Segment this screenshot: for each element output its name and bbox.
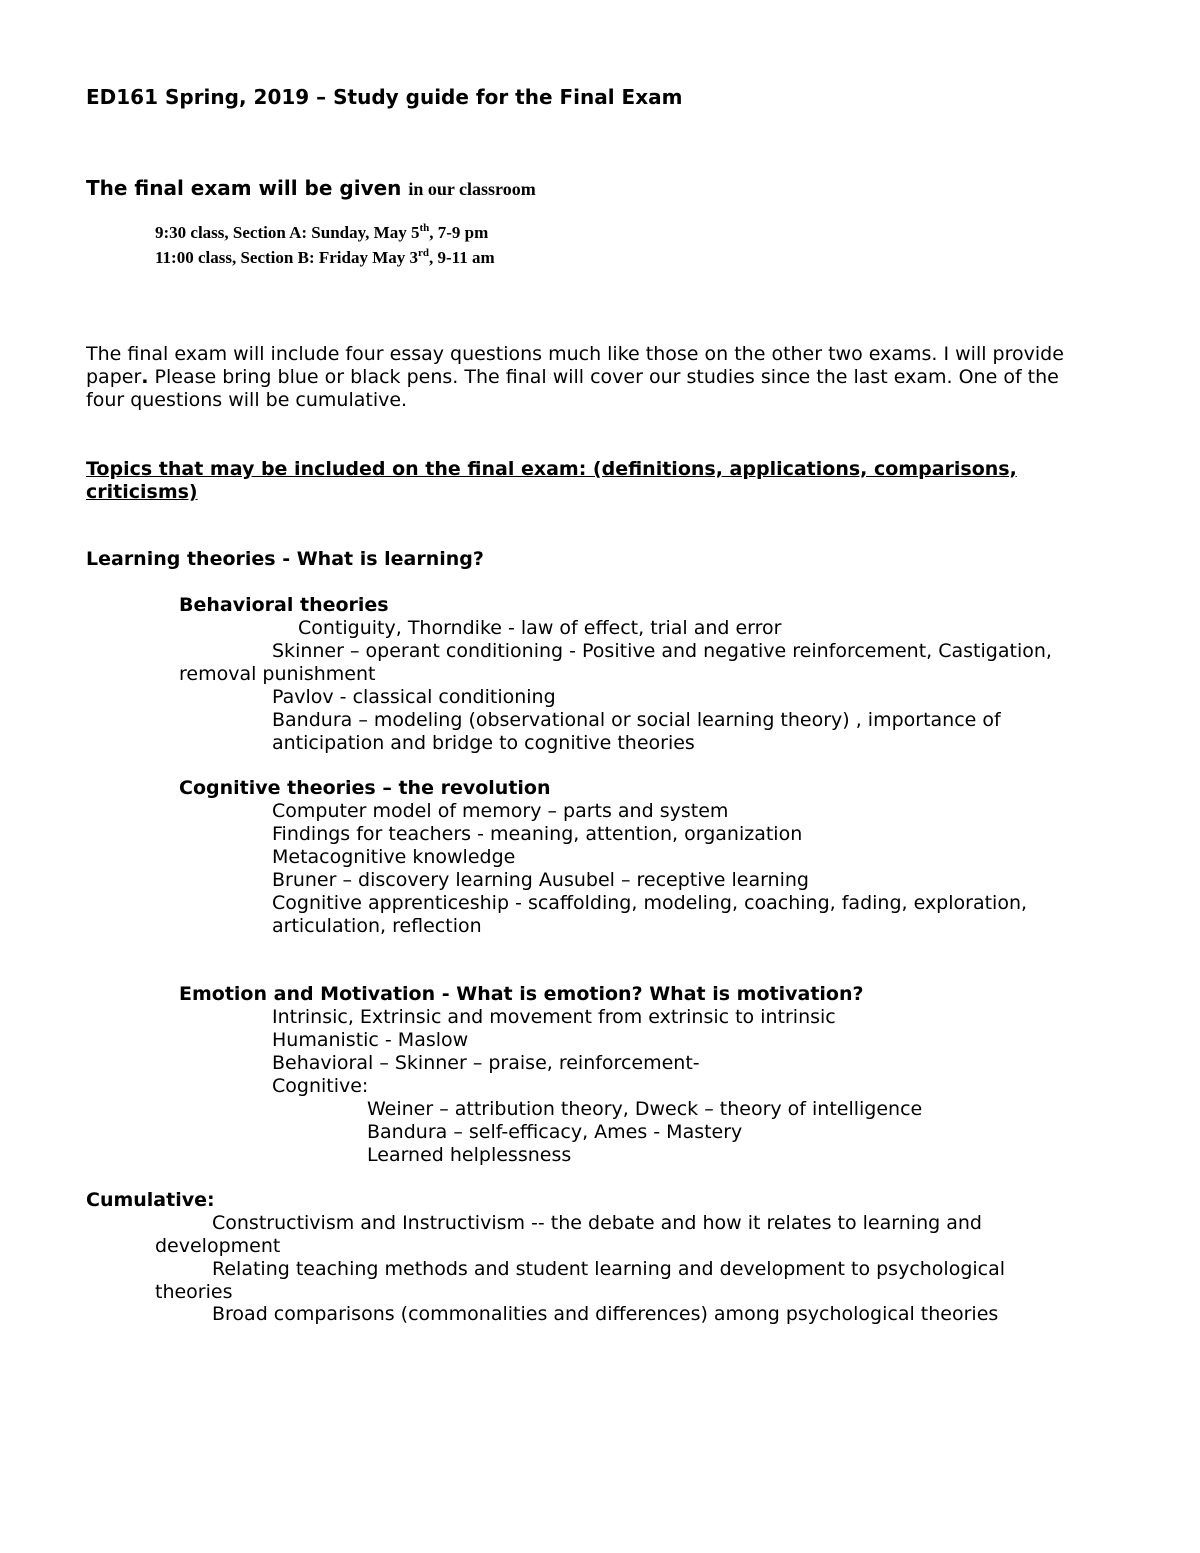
cognitive-line: Metacognitive knowledge [272,846,516,868]
cognitive-line: Bruner – discovery learning Ausubel – receptive learning [272,869,809,891]
schedule-b-sup: rd [418,247,430,259]
cumulative-heading: Cumulative: [86,1189,215,1211]
cognitive-heading: Cognitive theories – the revolution [179,777,551,799]
emotion-cognitive-line: Weiner – attribution theory, Dweck – theory of intelligence [367,1098,923,1120]
behavioral-line: Bandura – modeling (observational or social learning theory) , importance of [272,709,1001,731]
schedule-section-b [155,246,495,269]
topics-heading-line-1: Topics that may be included on the final exam: (definitions, applications, comparisons, [86,458,1017,480]
schedule-a-time: , 7-9 pm [429,223,489,242]
exam-location-lead: The final exam will be given [86,176,409,200]
emotion-heading: Emotion and Motivation - What is emotion? What is motivation? [179,983,864,1005]
cognitive-line: Findings for teachers - meaning, attention, organization [272,823,803,845]
intro-line-2-text: Please bring blue or black pens. The final will cover our studies since the last exam. One of the [154,366,1059,388]
intro-paper-period: . [141,366,149,388]
cumulative-line: Constructivism and Instructivism -- the debate and how it relates to learning and [212,1212,982,1234]
schedule-b-text: 11:00 class, Section B: Friday May 3 [155,248,419,267]
schedule-a-text: 9:30 class, Section A: Sunday, May 5 [155,223,420,242]
emotion-cognitive-line: Learned helplessness [367,1144,572,1166]
behavioral-line: Contiguity, Thorndike - law of effect, trial and error [298,617,782,639]
cumulative-line: theories [155,1281,233,1303]
behavioral-heading: Behavioral theories [179,594,389,616]
page-title: ED161 Spring, 2019 – Study guide for the Final Exam [86,85,683,109]
schedule-a-sup: th [419,222,430,234]
topics-heading-line-2: criticisms) [86,481,198,503]
schedule-section-a [155,221,488,244]
emotion-cognitive-line: Bandura – self-efficacy, Ames - Mastery [367,1121,743,1143]
behavioral-line: Skinner – operant conditioning - Positive and negative reinforcement, Castigation, [272,640,1052,662]
cumulative-line: Relating teaching methods and student learning and development to psychological [212,1258,1006,1280]
behavioral-line: removal punishment [179,663,376,685]
intro-line-1: The final exam will include four essay questions much like those on the other two exams. I will provide [86,343,1064,365]
intro-line-2 [86,366,1059,389]
emotion-line: Cognitive: [272,1075,369,1097]
cognitive-line: Cognitive apprenticeship - scaffolding, modeling, coaching, fading, exploration, [272,892,1028,914]
behavioral-line: Pavlov - classical conditioning [272,686,556,708]
intro-paper-word: paper [86,366,142,388]
emotion-line: Behavioral – Skinner – praise, reinforcement- [272,1052,700,1074]
emotion-line: Humanistic - Maslow [272,1029,469,1051]
behavioral-line: anticipation and bridge to cognitive theories [272,732,695,754]
learning-heading: Learning theories - What is learning? [86,548,484,570]
exam-location-place: in our classroom [408,179,536,199]
emotion-line: Intrinsic, Extrinsic and movement from extrinsic to intrinsic [272,1006,836,1028]
cognitive-line: Computer model of memory – parts and system [272,800,729,822]
cumulative-line: development [155,1235,281,1257]
cumulative-line: Broad comparisons (commonalities and differences) among psychological theories [212,1303,999,1325]
intro-line-3: four questions will be cumulative. [86,389,408,411]
cognitive-line: articulation, reflection [272,915,482,937]
schedule-b-time: , 9-11 am [429,248,495,267]
exam-location [86,177,536,201]
